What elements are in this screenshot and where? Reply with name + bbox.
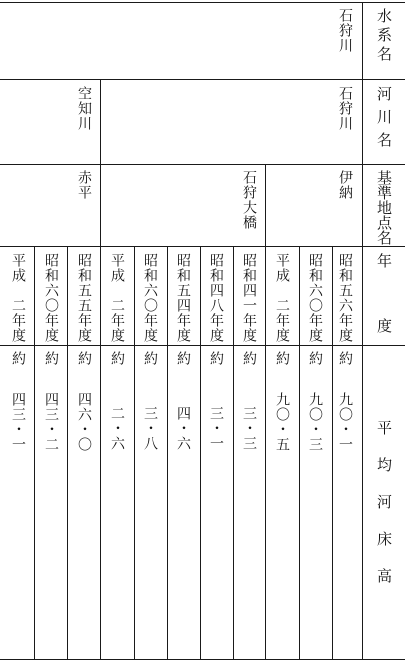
header-suikei: 水系名 xyxy=(375,8,393,65)
rule-col-e xyxy=(200,246,201,659)
approx-mark: 約 xyxy=(307,351,323,366)
rule-river-top xyxy=(0,79,405,80)
approx-mark: 約 xyxy=(241,351,257,366)
bed-height-value: 四三・二 xyxy=(43,392,59,452)
rule-river-split xyxy=(100,79,101,659)
year-label: 平成 二年度 xyxy=(109,253,125,343)
year-label: 昭和四八年度 xyxy=(208,253,224,343)
bed-height-value: 三・八 xyxy=(142,406,158,451)
approx-mark: 約 xyxy=(43,351,59,366)
year-label: 平成 二年度 xyxy=(10,253,26,343)
bed-height-value: 三・三 xyxy=(241,406,257,451)
bed-height-value: 九〇・一 xyxy=(337,392,353,452)
rule-col-j xyxy=(34,246,35,659)
rule-year-top xyxy=(0,246,405,247)
year-label: 昭和六〇年度 xyxy=(43,253,59,343)
rule-col-i xyxy=(67,246,68,659)
year-label: 昭和六〇年度 xyxy=(142,253,158,343)
approx-mark: 約 xyxy=(274,351,290,366)
approx-mark: 約 xyxy=(175,351,191,366)
rule-point-top xyxy=(0,164,405,165)
year-label: 昭和六〇年度 xyxy=(307,253,323,343)
year-label: 昭和四一年度 xyxy=(241,253,257,343)
header-avg-bed: 平均河床高 xyxy=(375,420,393,605)
point-inou: 伊納 xyxy=(337,170,353,200)
bed-height-value: 三・一 xyxy=(208,406,224,451)
header-year-b: 度 xyxy=(375,318,393,333)
approx-mark: 約 xyxy=(142,351,158,366)
rule-header-col xyxy=(362,2,363,659)
rule-value-top xyxy=(0,345,405,346)
year-label: 昭和五四年度 xyxy=(175,253,191,343)
header-point: 基準地点名 xyxy=(375,170,393,245)
year-label: 平成 二年度 xyxy=(274,253,290,343)
rule-col-g xyxy=(134,246,135,659)
rule-bottom xyxy=(0,659,405,660)
rule-col-a xyxy=(332,246,333,659)
bed-height-value: 四六・〇 xyxy=(76,392,92,452)
rule-col-d xyxy=(233,246,234,659)
bed-height-value: 四・六 xyxy=(175,406,191,451)
bed-height-value: 九〇・五 xyxy=(274,392,290,452)
approx-mark: 約 xyxy=(109,351,125,366)
approx-mark: 約 xyxy=(208,351,224,366)
year-label: 昭和五五年度 xyxy=(76,253,92,343)
approx-mark: 約 xyxy=(76,351,92,366)
header-year-a: 年 xyxy=(375,253,393,268)
river-ishikari: 石狩川 xyxy=(337,86,353,131)
rule-point-split xyxy=(265,164,266,659)
year-label: 昭和五六年度 xyxy=(337,253,353,343)
approx-mark: 約 xyxy=(337,351,353,366)
bed-height-value: 九〇・三 xyxy=(307,392,323,452)
point-ishikari-ohashi: 石狩大橋 xyxy=(241,170,257,230)
rule-top xyxy=(0,2,405,3)
header-river: 河川名 xyxy=(375,86,393,155)
point-akabira: 赤平 xyxy=(76,170,92,200)
suikei-name: 石狩川 xyxy=(337,8,353,53)
river-sorachi: 空知川 xyxy=(76,86,92,131)
bed-height-value: 二・六 xyxy=(109,406,125,451)
approx-mark: 約 xyxy=(10,351,26,366)
bed-height-value: 四三・一 xyxy=(10,392,26,452)
rule-col-f xyxy=(167,246,168,659)
rule-col-b xyxy=(299,246,300,659)
